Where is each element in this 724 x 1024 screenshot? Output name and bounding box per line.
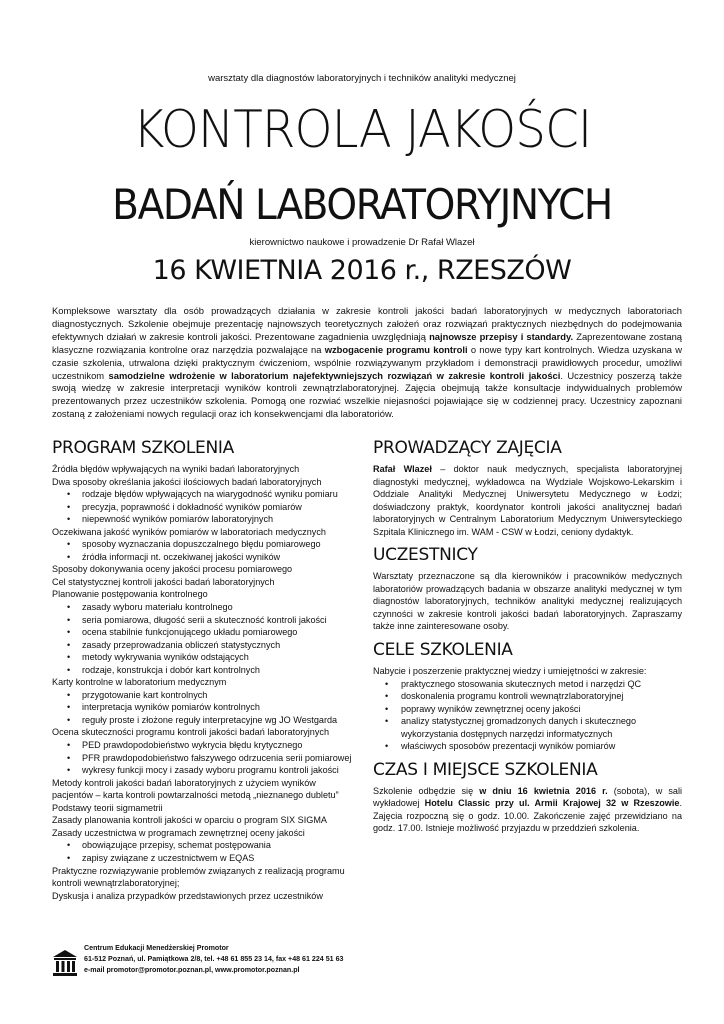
footer — [52, 943, 452, 983]
goals-intro: Nabycie i poszerzenie praktycznej wiedzy i umiejętności w zakresie: — [373, 666, 647, 677]
program-list — [52, 689, 352, 727]
program-topic: Podstawy teorii sigmametrii — [52, 802, 163, 813]
intro-text: Zaprezentowane zostaną klasyczne rozwiązania kontrolne oraz narzędzia pozwalające na — [52, 330, 682, 355]
program-topic: Planowanie postępowania kontrolnego — [52, 589, 208, 600]
list-item: • seria pomiarowa, długość serii a skuteczność kontroli jakości — [52, 614, 352, 627]
intro-paragraph — [52, 305, 682, 421]
list-item: • właściwych sposobów prezentacji wyników pomiarów — [373, 740, 682, 753]
intro-bold: samodzielne wdrożenie w laboratorium najefektywniejszych rozwiązań w zakresie kontroli jakości — [108, 369, 561, 381]
list-item: • reguły proste i złożone reguły interpretacyjne wg JO Westgarda — [52, 714, 352, 727]
lead-line: kierownictwo naukowe i prowadzenie Dr Rafał Wlazeł — [249, 237, 475, 248]
list-item: • źródła informacji nt. oczekiwanej jakości wyników — [52, 551, 352, 564]
company-contact: e-mail promotor@promotor.poznan.pl, www.promotor.poznan.pl — [84, 965, 300, 974]
program-list — [52, 839, 352, 864]
program-topic: Praktyczne rozwiązywanie problemów związanych z realizacją programu kontroli wewnątrzlaboratoryjnej; — [52, 865, 345, 889]
list-item: • zasady wyboru materiału kontrolnego — [52, 601, 352, 614]
list-item: • zasady przeprowadzania obliczeń statystycznych — [52, 639, 352, 652]
time-place-heading: CZAS I MIEJSCE SZKOLENIA — [373, 759, 598, 780]
intro-text: o nowe typy kart kontrolnych. Wiedza uzyskana w czasie szkolenia, utrwalona dzięki praktycznym ćwiczeniom, wspólnie rozwiązywanym przykładom i demonstracji prawidłowych procedur, umożliwi uczestnikom — [52, 343, 683, 381]
date-place: 16 KWIETNIA 2016 r., RZESZÓW — [152, 255, 572, 286]
program-list — [52, 601, 352, 676]
subtitle: warsztaty dla diagnostów laboratoryjnych i techników analityki medycznej — [208, 73, 516, 84]
program-topic: Dyskusja i analiza przypadków przedstawionych przez uczestników — [52, 890, 323, 901]
program-list — [52, 739, 352, 777]
list-item: • metody wykrywania wyników odstających — [52, 651, 352, 664]
intro-bold: najnowsze przepisy i standardy. — [429, 330, 574, 342]
main-title-line2: BADAŃ LABORATORYJNYCH — [112, 180, 612, 229]
time-text: Szkolenie odbędzie się — [373, 785, 480, 796]
program-topic: Zasady planowania kontroli jakości w oparciu o program SIX SIGMA — [52, 815, 327, 826]
company-address: 61-512 Poznań, ul. Pamiątkowa 2/8, tel. +48 61 855 23 14, fax +48 61 224 51 63 — [84, 954, 344, 963]
place-bold: Hotelu Classic przy ul. Armii Krajowej 32 w Rzeszowie — [424, 798, 680, 809]
participants-text: Warsztaty przeznaczone są dla kierowników i pracowników medycznych laboratoriów prowadzących badania w obszarze analityki medycznej w tym diagnostów laboratoryjnych, techników analityki medycznej realizujących czynności w zakresie kontroli jakości badań laboratoryjnych. Zapraszamy także inne zainteresowane osoby. — [373, 571, 682, 632]
program-heading: PROGRAM SZKOLENIA — [52, 438, 234, 458]
time-text: (sobota), w sali wykładowej — [373, 785, 682, 809]
time-bold: w dniu 16 kwietnia 2016 r. — [479, 785, 608, 796]
list-item: • ocena stabilnie funkcjonującego układu pomiarowego — [52, 626, 352, 639]
list-item: • analizy statystycznej gromadzonych danych i skutecznego wykorzystania dostępnych narzędzi informatycznych — [373, 715, 682, 740]
goals-list — [373, 678, 682, 753]
main-title: KONTROLA JAKOŚCI — [132, 100, 592, 160]
instructor-bio — [373, 463, 682, 538]
building-columns-icon — [52, 949, 78, 977]
list-item: • niepewność wyników pomiarów laboratoryjnych — [52, 513, 352, 526]
program-topic: Dwa sposoby określania jakości ilościowych badań laboratoryjnych — [52, 476, 322, 487]
program-topic: Karty kontrolne w laboratorium medycznym — [52, 677, 227, 688]
list-item: • zapisy związane z uczestnictwem w EQAS — [52, 852, 352, 865]
time-text: . Zajęcia rozpoczną się o godz. 10.00. Zakończenie zajęć przewidziano na godz. 17.00. Istnieje możliwość przyjazdu w przeddzień szkolenia. — [373, 798, 682, 834]
program-topic: Ocena skuteczności programu kontroli jakości badań laboratoryjnych — [52, 727, 329, 738]
intro-bold: wzbogacenie programu kontroli — [324, 343, 468, 355]
instructor-heading: PROWADZĄCY ZAJĘCIA — [373, 438, 562, 458]
list-item: • precyzja, poprawność i dokładność wyników pomiarów — [52, 501, 352, 514]
program-section — [52, 437, 352, 902]
program-topic: Metody kontroli jakości badań laboratoryjnych z użyciem wyników pacjentów – karta kontroli powtarzalności metodą „nieznanego dubletu” — [52, 777, 339, 801]
list-item: • poprawy wyników zewnętrznej oceny jakości — [373, 703, 682, 716]
program-topic: Cel statystycznej kontroli jakości badań laboratoryjnych — [52, 576, 275, 587]
list-item: • obowiązujące przepisy, schemat postępowania — [52, 839, 352, 852]
list-item: • przygotowanie kart kontrolnych — [52, 689, 352, 702]
instructor-text: – doktor nauk medycznych, specjalista laboratoryjnej diagnostyki medycznej, wykładowca na Wydziale Wojskowo-Lekarskim i Oddziale Analityki Medycznej Uniwersytetu Medycznego w Łodzi; doświadczony praktyk, koordynator kontroli jakości analitycznej badań laboratoryjnych w Centralnym Laboratorium Medycznym Uniwersyteckiego Szpitala Klinicznego im. WAM - CSW w Łodzi, ceniony dydaktyk. — [373, 464, 682, 537]
intro-text: . Uczestnicy poszerzą także swoją wiedzę w zakresie interpretacji wyników kontroli zewnątrzlaboratoryjnej. Zajęcia obejmują także konsultacje indywidualnych problemów prezentowanych przez uczestników szkolenia. Pomogą one rozwiać wszelkie niejasności pojawiające się w codziennej pracy. Uczestnicy zapoznani zostaną z założeniami nowych regulacji oraz ich konsekwencjami dla laboratoriów. — [52, 369, 682, 420]
instructor-name: Rafał Wlazeł — [373, 464, 432, 474]
list-item: • sposoby wyznaczania dopuszczalnego błędu pomiarowego — [52, 538, 352, 551]
list-item: • interpretacja wyników pomiarów kontrolnych — [52, 701, 352, 714]
goals-heading: CELE SZKOLENIA — [373, 640, 513, 661]
program-topic: Sposoby dokonywania oceny jakości procesu pomiarowego — [52, 564, 293, 575]
program-list — [52, 538, 352, 563]
list-item: • doskonalenia programu kontroli wewnątrzlaboratoryjnej — [373, 690, 682, 703]
list-item: • praktycznego stosowania skutecznych metod i narzędzi QC — [373, 678, 682, 691]
program-topic: Źródła błędów wpływających na wyniki badań laboratoryjnych — [52, 464, 300, 474]
company-name: Centrum Edukacji Menedżerskiej Promotor — [84, 944, 229, 952]
list-item: • PED prawdopodobieństwo wykrycia błędu krytycznego — [52, 739, 352, 752]
list-item: • rodzaje, konstrukcja i dobór kart kontrolnych — [52, 664, 352, 677]
intro-text: Kompleksowe warsztaty dla osób prowadzących działania w zakresie kontroli jakości badań laboratoryjnych w medycznych laboratoriach diagnostycznych. Szkolenie obejmuje prezentację najnowszych teoretycznych założeń oraz rozwiązań praktycznych niezbędnych do podejmowania efektywnych działań w zakresie kontroli jakości. Prezentowane zagadnienia uwzględniają — [52, 305, 682, 342]
right-column — [373, 437, 682, 835]
program-topic: Zasady uczestnictwa w programach zewnętrznej oceny jakości — [52, 827, 305, 838]
list-item: • wykresy funkcji mocy i zasady wyboru programu kontroli jakości — [52, 764, 352, 777]
participants-heading: UCZESTNICY — [373, 545, 478, 566]
time-place-text — [373, 785, 682, 835]
program-list — [52, 488, 352, 526]
list-item: • rodzaje błędów wpływających na wiarygodność wyniku pomiaru — [52, 488, 352, 501]
list-item: • PFR prawdopodobieństwo fałszywego odrzucenia serii pomiarowej — [52, 752, 352, 765]
program-topic: Oczekiwana jakość wyników pomiarów w laboratoriach medycznych — [52, 526, 326, 537]
footer-text — [84, 943, 343, 975]
